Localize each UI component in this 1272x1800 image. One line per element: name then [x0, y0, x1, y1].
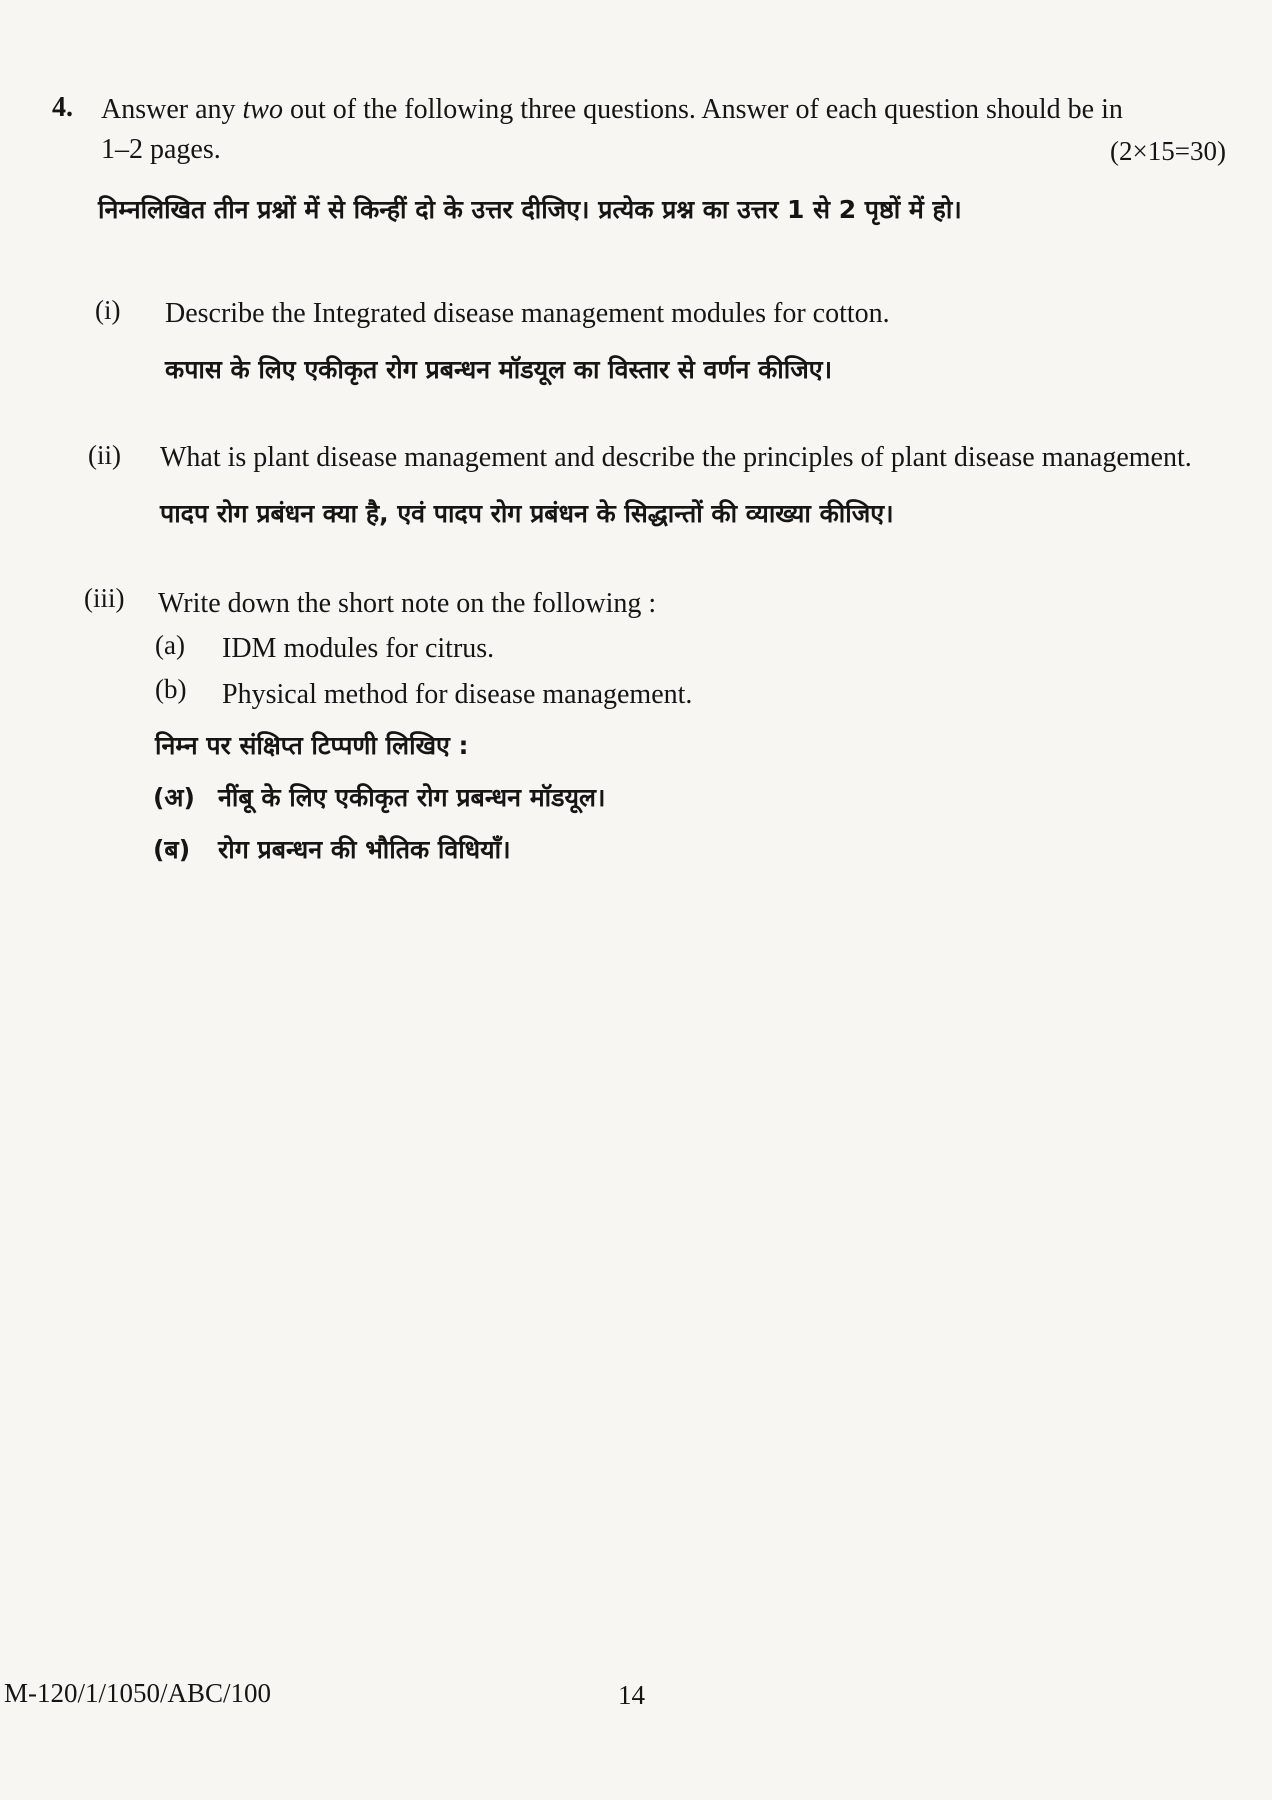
instruction-line1-text: Answer any two out of the following three questions. Answer of each question should be in — [101, 94, 1123, 125]
question-marks: (2×15=30) — [1110, 136, 1226, 166]
subquestion-ii-english: What is plant disease management and describe the principles of plant disease management. — [160, 442, 1192, 473]
subquestion-iii-hindi: निम्न पर संक्षिप्त टिप्पणी लिखिए : — [155, 731, 469, 760]
question-number: 4. — [52, 92, 73, 123]
part-label-b: (b) — [155, 674, 187, 704]
question-instruction-line2: 1–2 pages. — [101, 134, 221, 165]
hindi-part-label-a: (अ) — [153, 783, 195, 812]
part-label-a: (a) — [155, 630, 185, 660]
question-instruction-line1 — [101, 94, 1123, 126]
part-a-text: IDM modules for citrus. — [222, 633, 495, 664]
hindi-part-a-text: नींबू के लिए एकीकृत रोग प्रबन्धन मॉडयूल। — [218, 783, 606, 812]
footer-code: M-120/1/1050/ABC/100 — [4, 1678, 272, 1708]
subquestion-i-hindi: कपास के लिए एकीकृत रोग प्रबन्धन मॉडयूल का विस्तार से वर्णन कीजिए। — [165, 355, 833, 384]
emphasis-two: two — [242, 94, 283, 125]
footer-page-number: 14 — [618, 1680, 645, 1710]
subquestion-label-iii: (iii) — [84, 583, 125, 613]
subquestion-iii-english: Write down the short note on the following : — [158, 588, 657, 619]
subquestion-label-i: (i) — [95, 295, 121, 325]
part-b-text: Physical method for disease management. — [222, 679, 693, 710]
question-instruction-hindi: निम्नलिखित तीन प्रश्नों में से किन्हीं दो के उत्तर दीजिए। प्रत्येक प्रश्न का उत्तर 1 से 2 पृष्ठों में हो। — [98, 195, 962, 224]
subquestion-label-ii: (ii) — [88, 440, 121, 470]
subquestion-ii-hindi: पादप रोग प्रबंधन क्या है, एवं पादप रोग प्रबंधन के सिद्धान्तों की व्याख्या कीजिए। — [160, 499, 894, 528]
subquestion-i-english: Describe the Integrated disease management modules for cotton. — [165, 298, 890, 329]
hindi-part-b-text: रोग प्रबन्धन की भौतिक विधियाँ। — [218, 835, 511, 864]
hindi-part-label-b: (ब) — [153, 835, 191, 864]
